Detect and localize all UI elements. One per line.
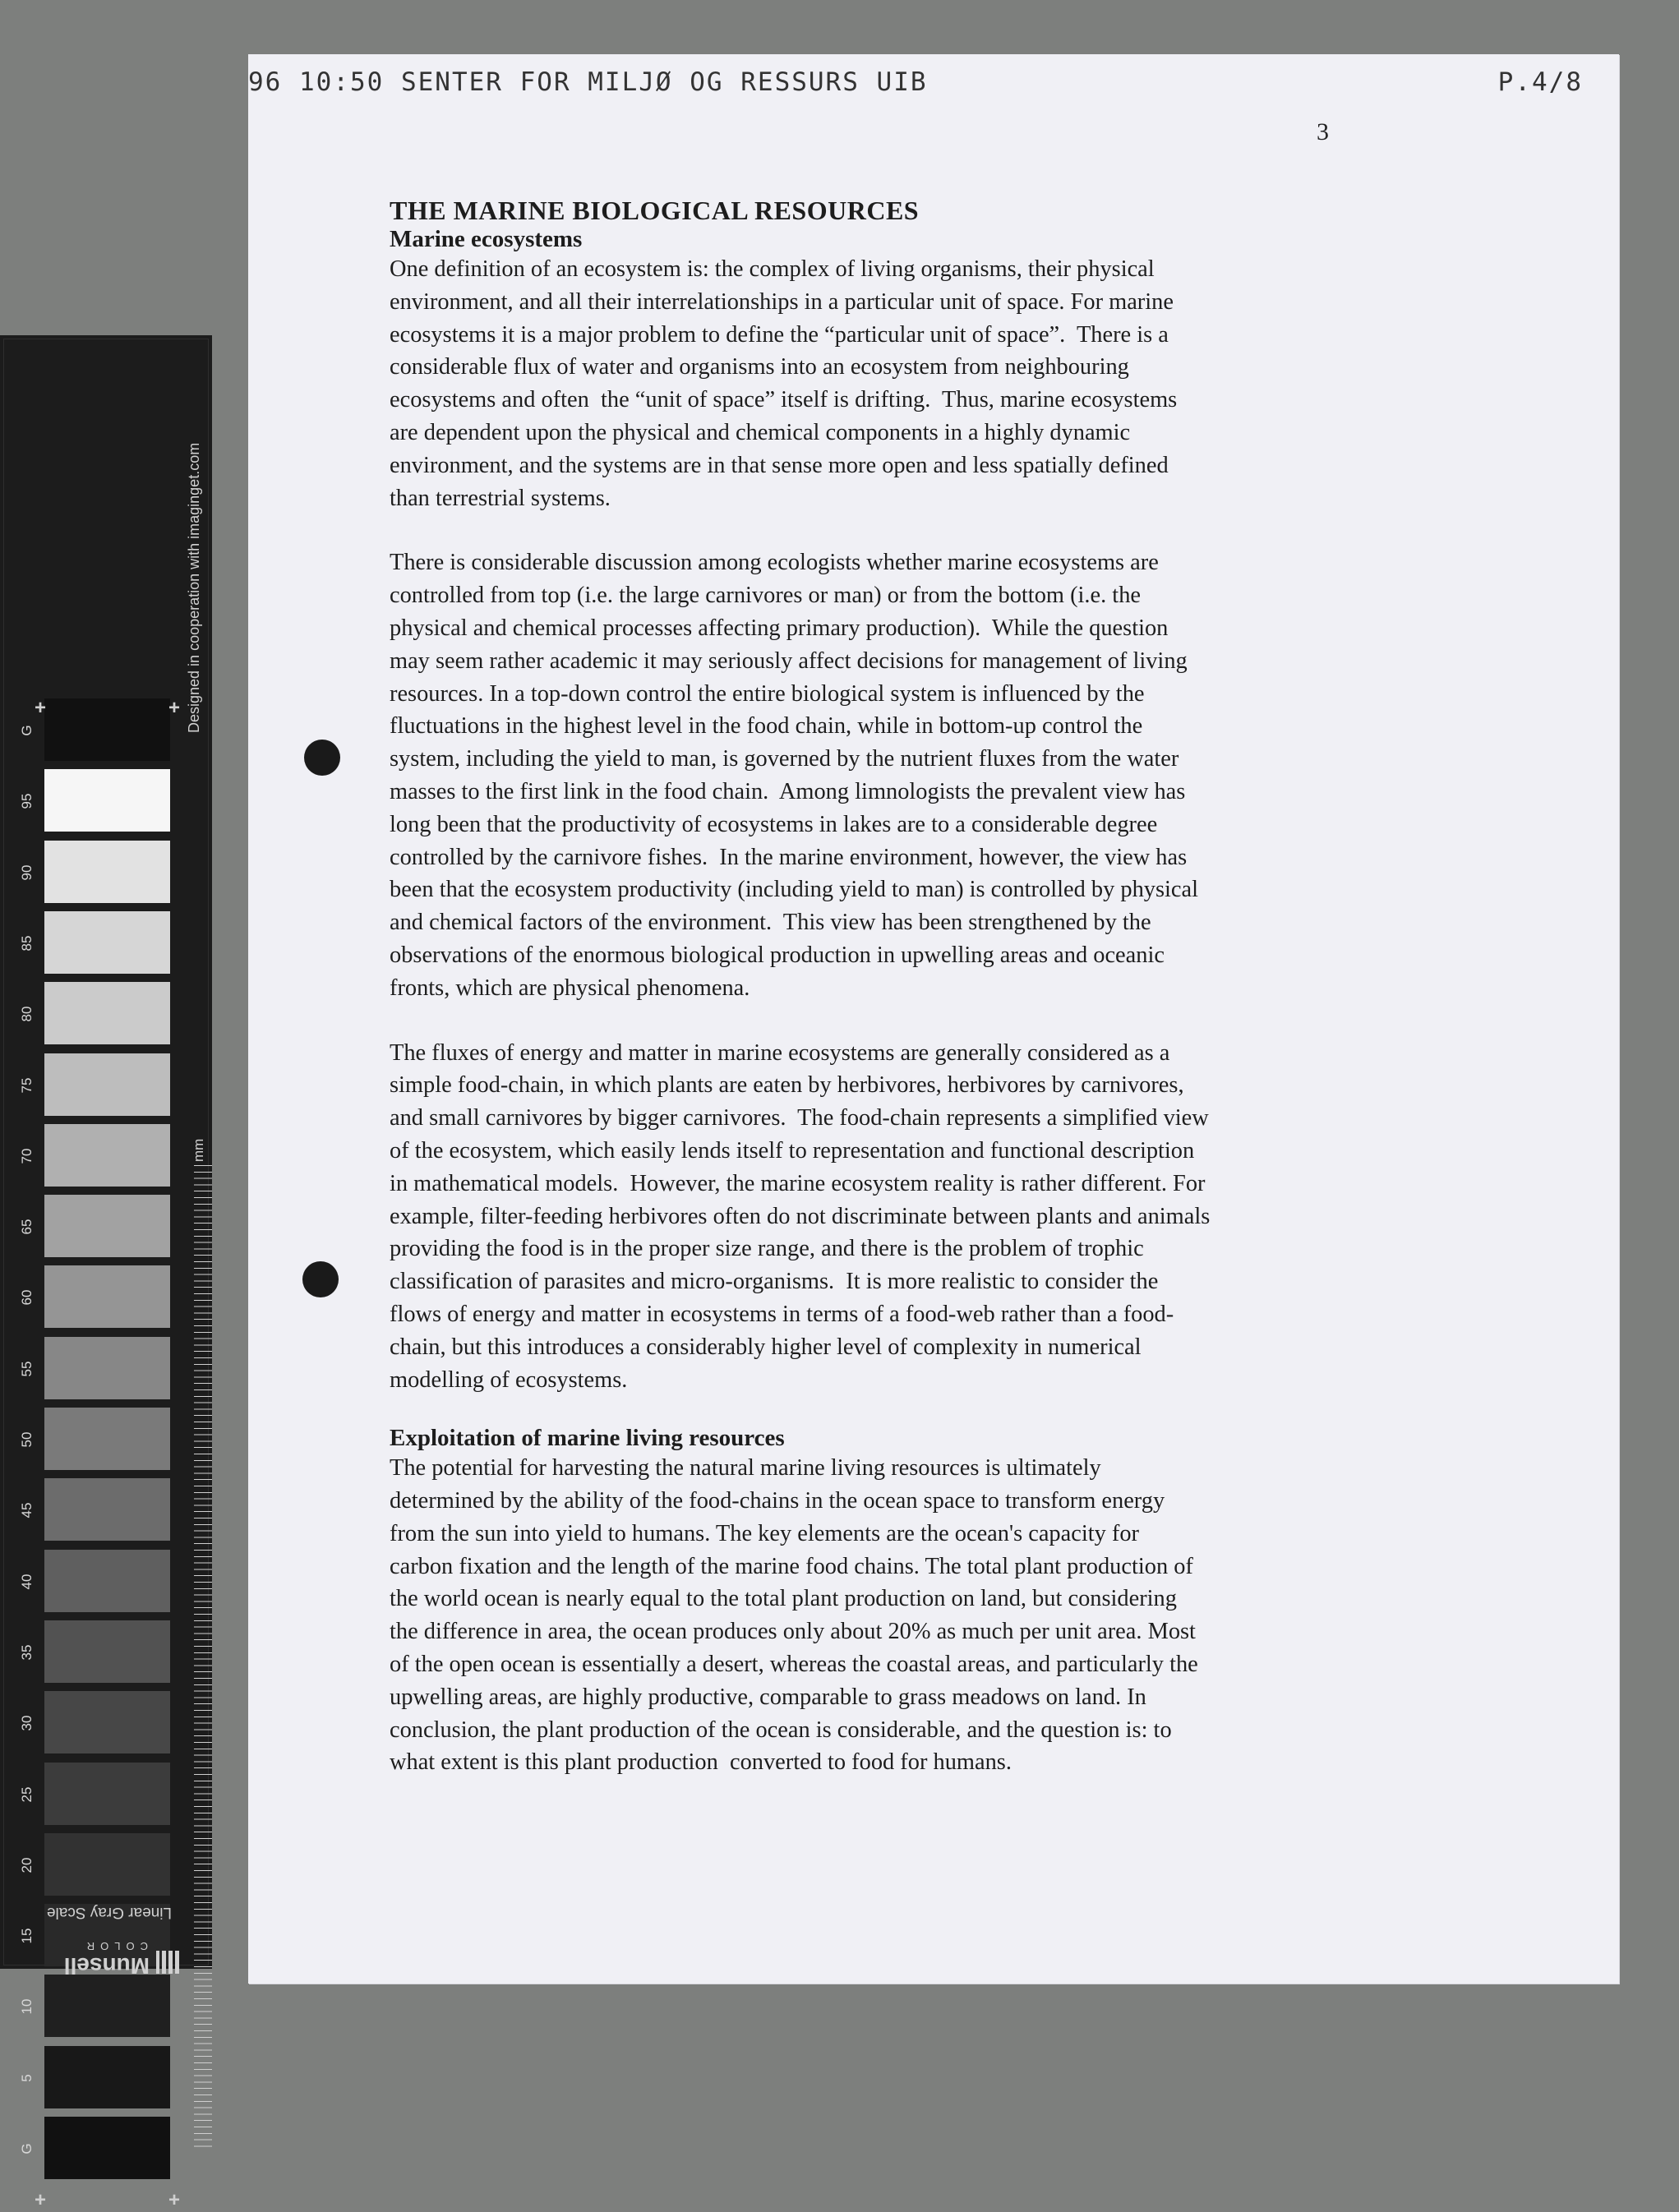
gray-patch-label: 5 xyxy=(19,2073,35,2082)
text-line: in mathematical models. However, the marine ecosystem reality is rather different. For xyxy=(390,1170,1206,1196)
gray-patch xyxy=(44,1478,170,1541)
fax-header xyxy=(248,67,1619,100)
gray-patch xyxy=(44,1691,170,1753)
gray-patch xyxy=(44,1550,170,1612)
text-line: carbon fixation and the length of the marine food chains. The total plant production of xyxy=(390,1553,1193,1579)
text-line: been that the ecosystem productivity (including yield to man) is controlled by physical xyxy=(390,877,1198,903)
text-line: determined by the ability of the food-chains in the ocean space to transform energy xyxy=(390,1488,1165,1514)
mm-ruler xyxy=(194,1165,212,2147)
gray-patch xyxy=(44,1195,170,1257)
text-line: ecosystems it is a major problem to define the “particular unit of space”. There is a xyxy=(390,321,1169,348)
punch-hole xyxy=(302,1261,339,1297)
gray-patch-label: 25 xyxy=(19,1786,35,1802)
text-line: observations of the enormous biological production in upwelling areas and oceanic xyxy=(390,942,1165,968)
gray-patch-label: 75 xyxy=(19,1077,35,1093)
text-line: physical and chemical processes affecting primary production). While the question xyxy=(390,615,1169,641)
text-line: the world ocean is nearly equal to the total plant production on land, but considering xyxy=(390,1586,1177,1612)
text-line: of the ecosystem, which easily lends itself to representation and functional description xyxy=(390,1137,1195,1164)
text-line: The fluxes of energy and matter in marine ecosystems are generally considered as a xyxy=(390,1039,1170,1066)
text-line: than terrestrial systems. xyxy=(390,485,611,511)
gray-patch xyxy=(44,698,170,761)
gray-patch xyxy=(44,1408,170,1470)
paragraph-ecosystem-definition xyxy=(390,253,1339,514)
gray-patch xyxy=(44,1833,170,1896)
text-line: from the sun into yield to humans. The key elements are the ocean's capacity for xyxy=(390,1520,1140,1546)
gray-patch-label: 35 xyxy=(19,1644,35,1661)
gray-patch xyxy=(44,2046,170,2108)
gray-patch xyxy=(44,1337,170,1399)
text-line: fluctuations in the highest level in the food chain, while in bottom-up control the xyxy=(390,713,1143,740)
paragraph-harvesting-potential xyxy=(390,1452,1339,1779)
text-line: The potential for harvesting the natural marine living resources is ultimately xyxy=(390,1455,1101,1482)
text-line: are dependent upon the physical and chemical components in a highly dynamic xyxy=(390,419,1131,445)
text-line: One definition of an ecosystem is: the complex of living organisms, their physical xyxy=(390,256,1155,282)
text-line: environment, and the systems are in that sense more open and less spatially defined xyxy=(390,452,1169,478)
gray-patch-label: 80 xyxy=(19,1006,35,1022)
text-line: long been that the productivity of ecosystems in lakes are to a considerable degree xyxy=(390,811,1158,837)
gray-patch xyxy=(44,1620,170,1683)
section-heading-exploitation: Exploitation of marine living resources xyxy=(390,1425,785,1452)
registration-mark: + xyxy=(168,697,181,719)
text-line: resources. In a top-down control the entire biological system is influenced by the xyxy=(390,680,1145,707)
gray-patch-label: 20 xyxy=(19,1857,35,1873)
gray-patch xyxy=(44,1124,170,1187)
card-credit: Designed in cooperation with imaginget.com xyxy=(186,442,202,733)
text-line: and small carnivores by bigger carnivores. The food-chain represents a simplified view xyxy=(390,1105,1209,1131)
text-line: the difference in area, the ocean produces only about 20% as much per unit area. Most xyxy=(390,1619,1196,1645)
text-line: controlled by the carnivore fishes. In the marine environment, however, the view has xyxy=(390,844,1188,870)
registration-mark: + xyxy=(168,2189,181,2211)
gray-patch-label: 45 xyxy=(19,1502,35,1518)
text-line: may seem rather academic it may seriously affect decisions for management of living xyxy=(390,647,1188,674)
paragraph-top-down-bottom-up xyxy=(390,546,1339,1004)
text-line: There is considerable discussion among ecologists whether marine ecosystems are xyxy=(390,550,1159,576)
gray-patch-label: G xyxy=(19,725,35,736)
text-line: modelling of ecosystems. xyxy=(390,1366,628,1393)
gray-patch xyxy=(44,1265,170,1328)
document-title: THE MARINE BIOLOGICAL RESOURCES xyxy=(390,196,920,225)
gray-patch-label: G xyxy=(19,2143,35,2154)
munsell-logo xyxy=(39,1934,179,1979)
text-line: providing the food is in the proper size range, and there is the problem of trophic xyxy=(390,1236,1144,1262)
text-line: and chemical factors of the environment. This view has been strengthened by the xyxy=(390,910,1151,936)
text-line: controlled from top (i.e. the large carnivores or man) or from the bottom (i.e. the xyxy=(390,583,1141,609)
gray-patch-label: 55 xyxy=(19,1361,35,1377)
text-line: system, including the yield to man, is governed by the nutrient fluxes from the water xyxy=(390,746,1179,772)
text-line: simple food-chain, in which plants are eaten by herbivores, herbivores by carnivores, xyxy=(390,1072,1184,1099)
registration-mark: + xyxy=(35,2189,47,2211)
paragraph-food-chain xyxy=(390,1037,1339,1397)
punch-hole xyxy=(304,740,340,776)
fax-header-page: P.4/8 xyxy=(1497,67,1583,97)
gray-patch-label: 30 xyxy=(19,1715,35,1731)
document-body xyxy=(390,196,1339,1779)
gray-patch-label: 60 xyxy=(19,1289,35,1306)
gray-patch-label: 90 xyxy=(19,864,35,881)
text-line: environment, and all their interrelationships in a particular unit of space. For marine xyxy=(390,288,1174,315)
gray-patch-label: 70 xyxy=(19,1148,35,1164)
text-line: what extent is this plant production converted to food for humans. xyxy=(390,1749,1012,1776)
gray-patch-label: 10 xyxy=(19,1998,35,2015)
gray-patch-label: 65 xyxy=(19,1219,35,1235)
text-line: of the open ocean is essentially a desert, whereas the coastal areas, and particularly the xyxy=(390,1652,1198,1678)
text-line: considerable flux of water and organisms into an ecosystem from neighbouring xyxy=(390,354,1129,380)
section-heading-marine-ecosystems: Marine ecosystems xyxy=(390,226,583,252)
gray-patch xyxy=(44,1053,170,1116)
page-number: 3 xyxy=(1317,118,1329,145)
text-line: masses to the first link in the food chain. Among limnologists the prevalent view has xyxy=(390,778,1186,804)
text-line: chain, but this introduces a considerably higher level of complexity in numerical xyxy=(390,1334,1142,1360)
text-line: ecosystems and often the “unit of space” itself is drifting. Thus, marine ecosystems xyxy=(390,387,1178,413)
munsell-brand-sub: COLOR xyxy=(81,1940,148,1952)
text-line: fronts, which are physical phenomena. xyxy=(390,975,750,1001)
gray-patch xyxy=(44,841,170,903)
gray-patch-label: 85 xyxy=(19,935,35,952)
gray-patch xyxy=(44,1763,170,1825)
gray-patch xyxy=(44,911,170,974)
gray-patch-label: 50 xyxy=(19,1431,35,1448)
gray-patch-label: 95 xyxy=(19,793,35,809)
registration-mark: + xyxy=(35,697,47,719)
munsell-grid-icon xyxy=(156,1951,179,1974)
gray-patch xyxy=(44,1975,170,2037)
fax-header-sender: 96 10:50 SENTER FOR MILJØ OG RESSURS UIB xyxy=(248,67,928,97)
gray-patch xyxy=(44,982,170,1044)
text-line: example, filter-feeding herbivores often do not discriminate between plants and animals xyxy=(390,1203,1211,1229)
gray-patch xyxy=(44,769,170,832)
text-line: flows of energy and matter in ecosystems in terms of a food-web rather than a food- xyxy=(390,1301,1174,1327)
gray-scale-card xyxy=(0,335,212,2211)
gray-patch xyxy=(44,2117,170,2179)
ruler-unit: mm xyxy=(191,1138,206,1162)
text-line: classification of parasites and micro-organisms. It is more realistic to consider the xyxy=(390,1269,1159,1295)
gray-patch-label: 15 xyxy=(19,1928,35,1944)
text-line: conclusion, the plant production of the ocean is considerable, and the question is: to xyxy=(390,1717,1172,1743)
text-line: upwelling areas, are highly productive, comparable to grass meadows on land. In xyxy=(390,1684,1146,1710)
gray-patch-label: 40 xyxy=(19,1574,35,1590)
scale-name: Linear Gray Scale xyxy=(46,1904,173,1921)
document-page xyxy=(248,54,1619,1984)
munsell-brand: Munsell xyxy=(63,1953,150,1979)
